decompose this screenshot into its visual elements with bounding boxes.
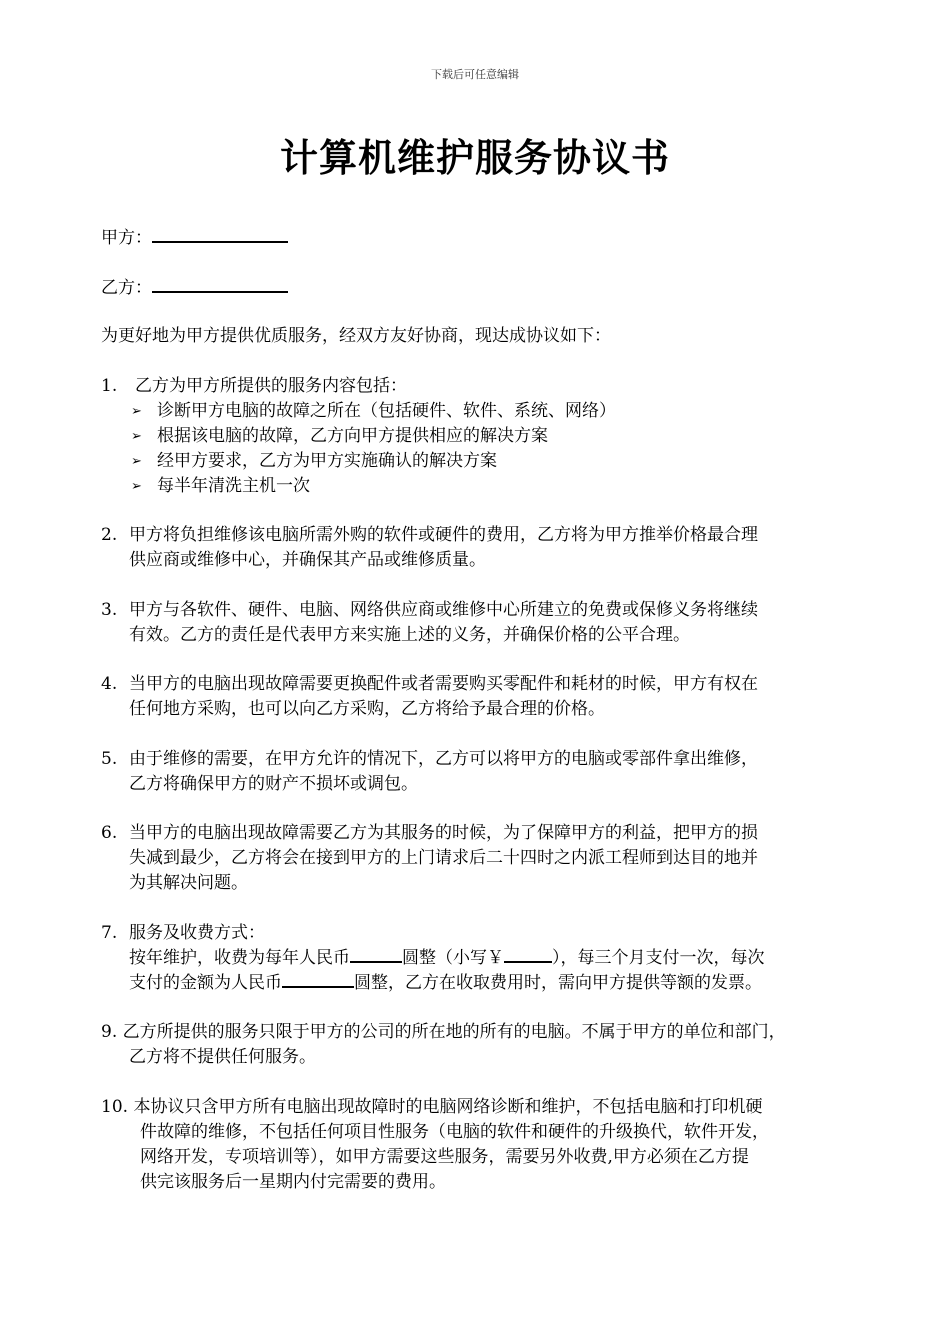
clause-line: 为其解决问题。 [129, 873, 248, 893]
clause-7 [101, 921, 861, 996]
party-a-line [101, 226, 861, 251]
party-a-blank [152, 227, 288, 243]
list-item: ➢ 根据该电脑的故障，乙方向甲方提供相应的解决方案 [127, 424, 861, 449]
intro-paragraph: 为更好地为甲方提供优质服务，经双方友好协商，现达成协议如下： [101, 326, 611, 346]
quarterly-fee-blank [282, 972, 354, 988]
list-item: ➢ 诊断甲方电脑的故障之所在（包括硬件、软件、系统、网络） [127, 399, 861, 424]
service-list [127, 399, 861, 499]
clause-number: 9. [101, 1022, 118, 1042]
clause-line: 件故障的维修，不包括任何项目性服务（电脑的软件和硬件的升级换代，软件开发， [140, 1122, 769, 1142]
clause-line: 本协议只含甲方所有电脑出现故障时的电脑网络诊断和维护，不包括电脑和打印机硬 [133, 1097, 763, 1117]
clause-line: 由于维修的需要，在甲方允许的情况下，乙方可以将甲方的电脑或零部件拿出维修， [129, 749, 758, 769]
clause-3 [101, 598, 861, 648]
clause-2 [101, 523, 861, 573]
clause-line: 乙方将确保甲方的财产不损坏或调包。 [129, 774, 418, 794]
clause-line: 甲方将负担维修该电脑所需外购的软件或硬件的费用，乙方将为甲方推举价格最合理 [129, 525, 758, 545]
clause-number: 2. [101, 525, 118, 545]
clause-line: 乙方所提供的服务只限于甲方的公司的所在地的所有的电脑。不属于甲方的单位和部门， [122, 1022, 786, 1042]
arrow-bullet-icon: ➢ [131, 479, 142, 494]
clause-text: 乙方为甲方所提供的服务内容包括： [135, 376, 407, 396]
clause-line: 失减到最少，乙方将会在接到甲方的上门请求后二十四时之内派工程师到达目的地并 [129, 848, 758, 868]
party-b-blank [152, 277, 288, 293]
clause-number: 4. [101, 674, 118, 694]
fee-line-quarterly: 支付的金额为人民币 圆整，乙方在收取费用时，需向甲方提供等额的发票。 [129, 973, 762, 993]
clause-number: 1. [101, 376, 118, 396]
clause-1 [101, 374, 861, 499]
clause-line: 供完该服务后一星期内付完需要的费用。 [140, 1172, 446, 1192]
clause-line: 甲方与各软件、硬件、电脑、网络供应商或维修中心所建立的免费或保修义务将继续 [129, 600, 758, 620]
clause-line: 当甲方的电脑出现故障需要乙方为其服务的时候，为了保障甲方的利益，把甲方的损 [129, 823, 758, 843]
list-item: ➢ 每半年清洗主机一次 [127, 474, 861, 499]
party-a-label: 甲方： [101, 228, 152, 248]
annual-fee-blank [350, 947, 402, 963]
list-item: ➢ 经甲方要求，乙方为甲方实施确认的解决方案 [127, 449, 861, 474]
clause-line: 当甲方的电脑出现故障需要更换配件或者需要购买零配件和耗材的时候，甲方有权在 [129, 674, 758, 694]
clause-line: 任何地方采购，也可以向乙方采购，乙方将给予最合理的价格。 [129, 699, 605, 719]
clause-line: 供应商或维修中心，并确保其产品或维修质量。 [129, 550, 486, 570]
clause-line: 网络开发，专项培训等），如甲方需要这些服务，需要另外收费,甲方必须在乙方提 [140, 1147, 749, 1167]
party-b-label: 乙方： [101, 278, 152, 298]
clause-5 [101, 747, 861, 797]
clause-line: 服务及收费方式： [129, 923, 265, 943]
clause-number: 10. [101, 1097, 129, 1117]
clause-4 [101, 672, 861, 722]
clause-number: 5. [101, 749, 118, 769]
party-b-line [101, 276, 861, 301]
fee-line-annual: 按年维护，收费为每年人民币 圆整（小写￥ ），每三个月支付一次，每次 [129, 948, 765, 968]
clause-number: 6. [101, 823, 118, 843]
clause-line: 乙方将不提供任何服务。 [129, 1047, 316, 1067]
clause-6 [101, 821, 861, 896]
document-title: 计算机维护服务协议书 [279, 135, 670, 180]
annual-fee-figure-blank [504, 947, 552, 963]
header-note: 下载后可任意编辑 [431, 68, 519, 81]
clause-9 [101, 1020, 861, 1070]
clause-number: 3. [101, 600, 118, 620]
clause-line: 有效。乙方的责任是代表甲方来实施上述的义务，并确保价格的公平合理。 [129, 625, 690, 645]
arrow-bullet-icon: ➢ [131, 454, 142, 469]
clause-10 [101, 1095, 861, 1195]
arrow-bullet-icon: ➢ [131, 404, 142, 419]
arrow-bullet-icon: ➢ [131, 429, 142, 444]
clause-number: 7. [101, 923, 118, 943]
